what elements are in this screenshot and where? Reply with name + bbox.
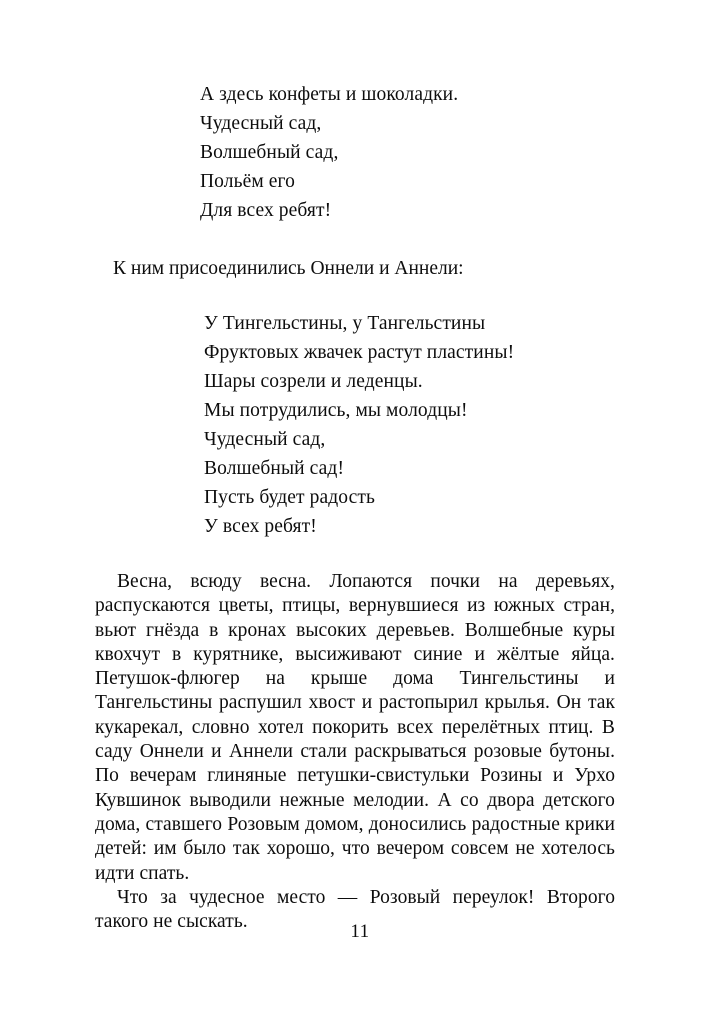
verse-line: Польём его	[200, 171, 295, 192]
verse-line: А здесь конфеты и шоколадки.	[200, 84, 459, 105]
verse-line: Волшебный сад!	[204, 458, 345, 479]
body-paragraph: Что за чудесное место — Розовый переулок! Второго такого не сыскать.	[95, 886, 615, 933]
spacer	[95, 541, 615, 570]
verse-line: Пусть будет радость	[204, 487, 375, 508]
verse-line: У Тингельстины, у Тангельстины	[204, 313, 486, 334]
poem-first-stanza	[200, 80, 615, 225]
spacer	[95, 283, 615, 309]
page-text-block	[95, 80, 615, 934]
verse-line: У всех ребят!	[204, 516, 317, 537]
poem-second-stanza	[204, 309, 615, 541]
body-paragraph: Весна, всюду весна. Лопаются почки на деревьях, распускаются цветы, птицы, вернувшиеся из южных стран, вьют гнёзда в кронах высоких деревьев. Волшебные куры квохчут в курятнике, высиживают синие и жёлтые яйца. Петушок-флюгер на крыше дома Тингельстины и Тангельстины распушил хвост и растопырил крылья. Он так кукарекал, словно хотел покорить всех перелётных птиц. В саду Оннели и Аннели стали раскрываться розовые бутоны. По вечерам глиняные петушки-свистульки Розины и Урхо Кувшинок выводили нежные мелодии. А со двора детского дома, ставшего Розовым домом, доносились радостные крики детей: им было так хорошо, что вечером совсем не хотелось идти спать.	[95, 571, 615, 884]
spacer	[95, 225, 615, 254]
verse-line: Шары созрели и леденцы.	[204, 371, 423, 392]
verse-line: Мы потрудились, мы молодцы!	[204, 400, 468, 421]
verse-line: Чудесный сад,	[204, 429, 326, 450]
verse-line: Для всех ребят!	[200, 200, 332, 221]
verse-line: Чудесный сад,	[200, 113, 322, 134]
page-number: 11	[350, 921, 370, 942]
verse-line: Волшебный сад,	[200, 142, 339, 163]
verse-line: Фруктовых жвачек растут пластины!	[204, 342, 515, 363]
narrative-intro-line: К ним присоединились Оннели и Аннели:	[113, 258, 464, 279]
